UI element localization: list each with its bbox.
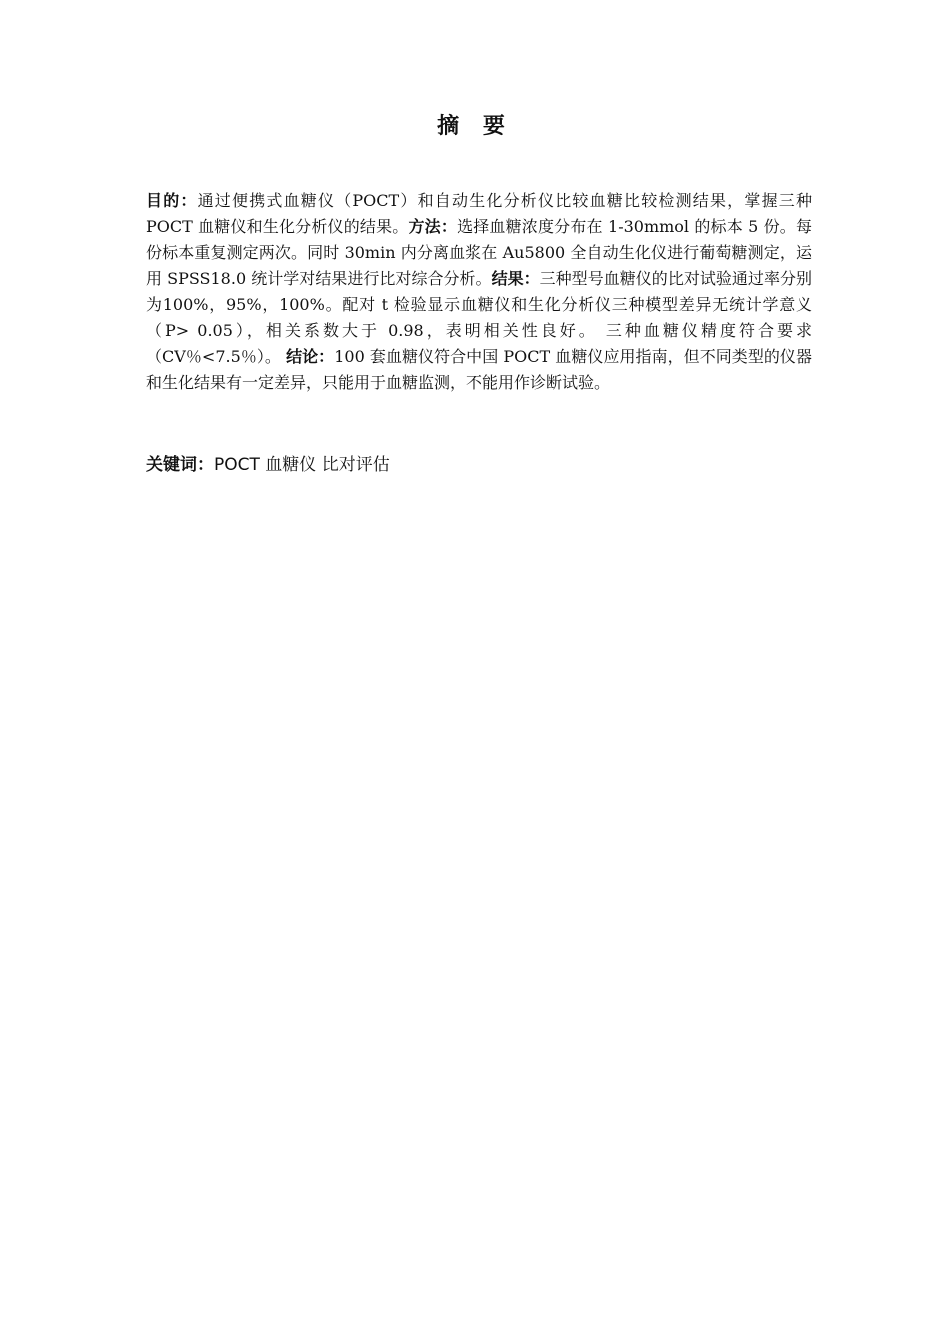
methods-label: 方法： (408, 217, 458, 236)
abstract-body (146, 188, 812, 396)
keywords-line (146, 452, 812, 478)
results-label: 结果： (491, 269, 540, 288)
objective-text: 通过便携式血糖仪（POCT）和自动生化分析仪比较血糖比较检测结果，掌握三种 POCT 血糖仪和生化分析仪的结果。 (146, 191, 812, 236)
conclusion-text: 100 套血糖仪符合中国 POCT 血糖仪应用指南，但不同类型的仪器和生化结果有一定差异，只能用于血糖监测，不能用作诊断试验。 (146, 347, 812, 392)
objective-label: 目的： (146, 191, 198, 210)
keywords-label: 关键词： (146, 455, 214, 475)
conclusion-label: 结论： (286, 347, 335, 366)
results-text: 三种型号血糖仪的比对试验通过率分别为100%，95%，100%。配对 t 检验显示血糖仪和生化分析仪三种模型差异无统计学意义（P> 0.05），相关系数大于 0.98，表明相关性良好。 三种血糖仪精度符合要求（CV％<7.5％）。 (146, 269, 812, 366)
methods-text: 选择血糖浓度分布在 1-30mmol 的标本 5 份。每份标本重复测定两次。同时 30min 内分离血浆在 Au5800 全自动生化仪进行葡萄糖测定，运用 SPSS18.0 统计学对结果进行比对综合分析。 (146, 217, 812, 288)
abstract-title: 摘 要 (437, 114, 513, 139)
keywords-list: POCT 血糖仪 比对评估 (214, 455, 390, 475)
